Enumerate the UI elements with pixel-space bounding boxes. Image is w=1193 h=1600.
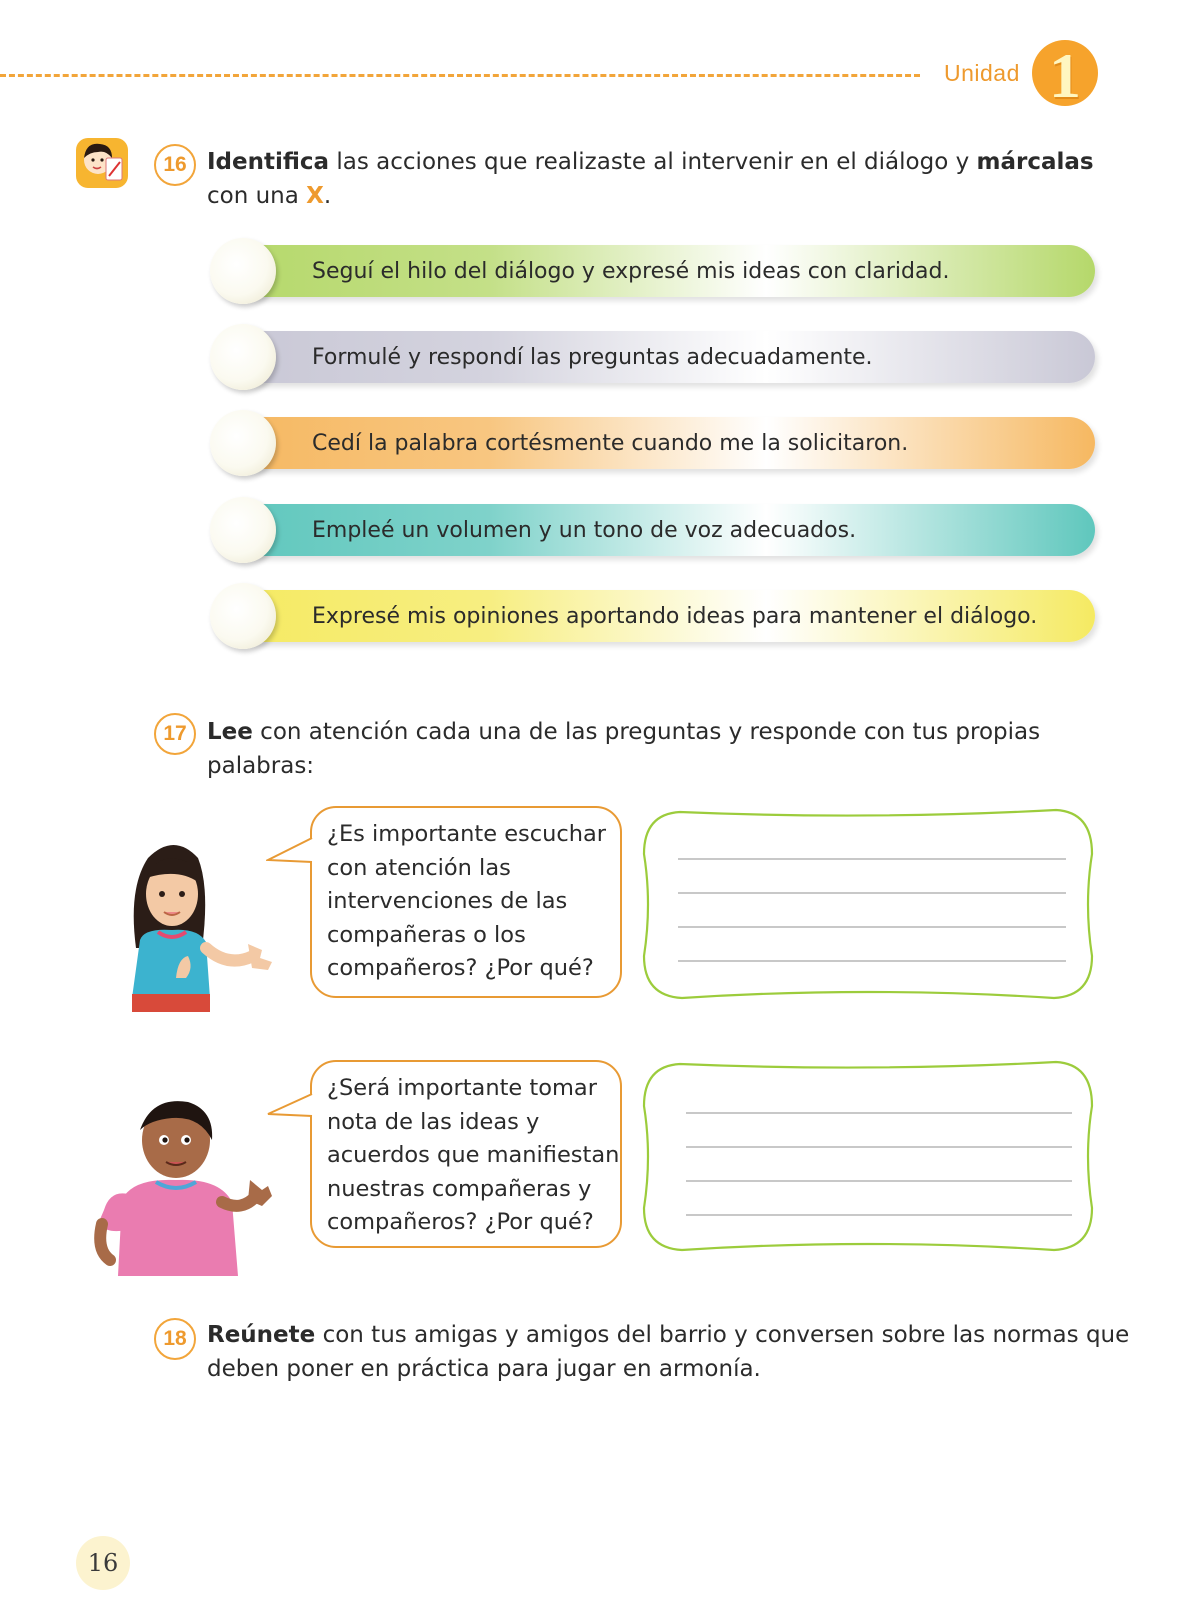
instruction-end: . xyxy=(323,183,332,209)
checklist-bar xyxy=(230,504,1095,556)
checklist-bar xyxy=(230,331,1095,383)
answer-line[interactable] xyxy=(678,858,1066,860)
checklist-checkbox[interactable] xyxy=(210,410,276,476)
unit-number: 1 xyxy=(1049,40,1081,111)
speech-bubble-tail xyxy=(266,1092,314,1132)
instruction-text-2: con una xyxy=(207,183,307,209)
activity-16-instruction xyxy=(207,145,1094,213)
answer-line[interactable] xyxy=(678,926,1066,928)
checklist-item-label: Formulé y respondí las preguntas adecuadamente. xyxy=(312,345,873,370)
question-line: intervenciones de las xyxy=(327,888,568,914)
question-line: ¿Será importante tomar xyxy=(327,1075,597,1101)
checklist-item xyxy=(210,497,1095,557)
question-line: nota de las ideas y xyxy=(327,1108,540,1135)
checklist-item-label: Seguí el hilo del diálogo y expresé mis ideas con claridad. xyxy=(312,259,950,284)
checklist-item xyxy=(210,583,1095,643)
checklist-item-label: Expresé mis opiniones aportando ideas para mantener el diálogo. xyxy=(312,604,1038,629)
instruction-text-2: palabras: xyxy=(207,753,315,779)
question-line: nuestras compañeras y xyxy=(327,1175,592,1202)
checklist-checkbox[interactable] xyxy=(210,583,276,649)
answer-line[interactable] xyxy=(686,1146,1072,1148)
instruction-verb-2: márcalas xyxy=(976,149,1094,175)
speech-bubble-tail xyxy=(266,836,314,876)
instruction-verb: Lee xyxy=(207,719,253,745)
checklist-item-label: Cedí la palabra cortésmente cuando me la solicitaron. xyxy=(312,431,909,456)
page-number: 16 xyxy=(87,1549,119,1577)
speech-bubble-question-2 xyxy=(310,1060,622,1248)
activity-18-instruction xyxy=(207,1318,1129,1386)
answer-line[interactable] xyxy=(686,1112,1072,1114)
question-line: acuerdos que manifiestan xyxy=(327,1142,620,1168)
activity-17-instruction xyxy=(207,715,1040,783)
question-line: compañeros? ¿Por qué? xyxy=(327,955,594,981)
girl-illustration xyxy=(118,828,278,1016)
instruction-verb: Identifica xyxy=(207,149,330,175)
checklist-bar xyxy=(230,245,1095,297)
question-line: con atención las xyxy=(327,854,511,881)
answer-box-2[interactable] xyxy=(640,1058,1096,1254)
activity-number-18: 18 xyxy=(154,1318,196,1360)
question-line: compañeras o los xyxy=(327,921,526,948)
mark-x-symbol: X xyxy=(306,183,324,209)
checklist-bar xyxy=(230,417,1095,469)
checklist-item xyxy=(210,324,1095,384)
answer-line[interactable] xyxy=(686,1214,1072,1216)
checklist-checkbox[interactable] xyxy=(210,238,276,304)
unit-label: Unidad xyxy=(944,60,1020,86)
checklist-item-label: Empleé un volumen y un tono de voz adecuados. xyxy=(312,518,857,543)
header-dashed-line xyxy=(0,74,920,77)
boy-illustration xyxy=(92,1090,282,1276)
instruction-text: las acciones que realizaste al intervenir en el diálogo y xyxy=(329,149,977,175)
girl-writing-icon xyxy=(76,138,128,188)
checklist-item xyxy=(210,238,1095,298)
question-line: compañeros? ¿Por qué? xyxy=(327,1209,594,1235)
instruction-text: con atención cada una de las preguntas y responde con tus propias xyxy=(252,719,1041,745)
instruction-text-2: deben poner en práctica para jugar en armonía. xyxy=(207,1356,761,1382)
activity-number-17: 17 xyxy=(154,713,196,755)
instruction-verb: Reúnete xyxy=(207,1322,316,1348)
activity-number-16: 16 xyxy=(154,144,196,186)
checklist-checkbox[interactable] xyxy=(210,324,276,390)
checklist-checkbox[interactable] xyxy=(210,497,276,563)
question-line: ¿Es importante escuchar xyxy=(327,821,607,847)
instruction-text: con tus amigas y amigos del barrio y conversen sobre las normas que xyxy=(315,1322,1130,1348)
answer-box-1[interactable] xyxy=(640,806,1096,1002)
checklist-bar xyxy=(230,590,1095,642)
answer-line[interactable] xyxy=(686,1180,1072,1182)
answer-line[interactable] xyxy=(678,960,1066,962)
checklist-item xyxy=(210,410,1095,470)
speech-bubble-question-1 xyxy=(310,806,622,998)
answer-line[interactable] xyxy=(678,892,1066,894)
